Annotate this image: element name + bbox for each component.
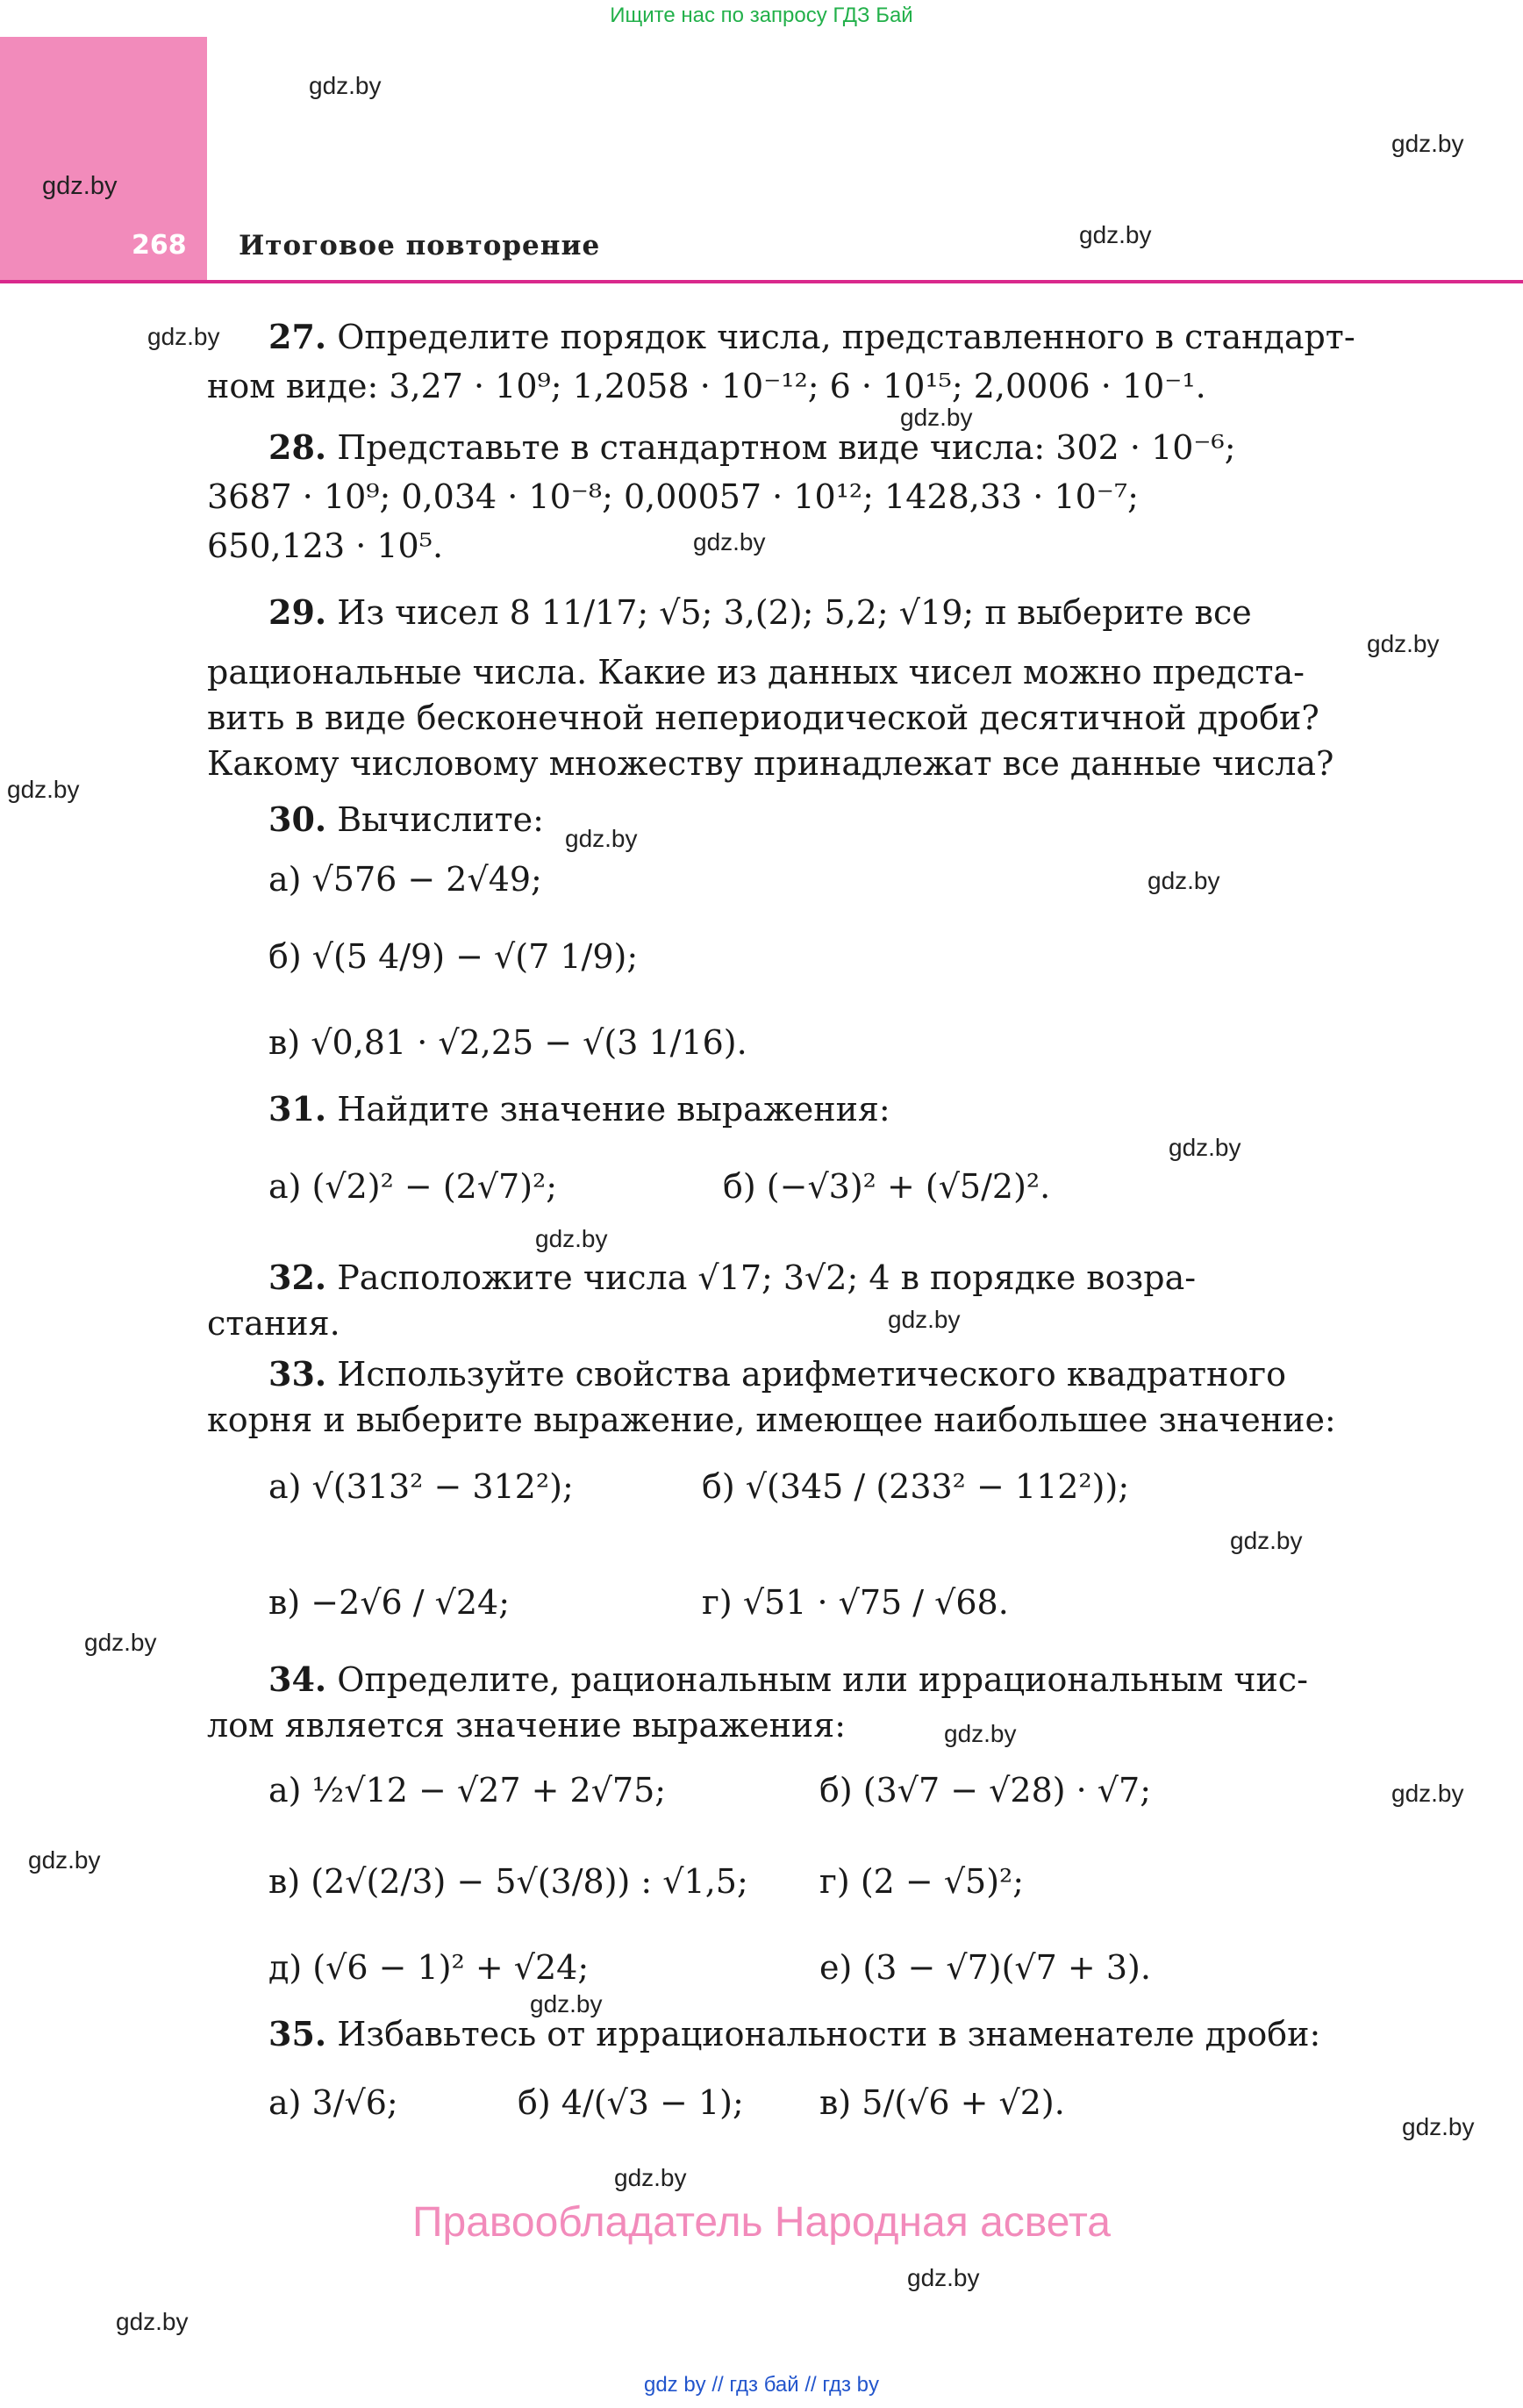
problem-number: 28. — [268, 427, 327, 467]
problem-30-a: а) √576 − 2√49; — [268, 860, 542, 899]
problem-number: 34. — [268, 1659, 327, 1699]
problem-34-line-2: лом является значение выражения: — [207, 1706, 847, 1745]
page-number: 268 — [132, 230, 187, 261]
problem-32-line-2: стания. — [207, 1304, 340, 1343]
problem-28-line-3: 650,123 · 10⁵. — [207, 527, 444, 565]
problem-33-d: г) √51 · √75 / √68. — [702, 1583, 1009, 1622]
watermark: gdz.by — [1079, 221, 1152, 248]
problem-30-b: б) √(5 4/9) − √(7 1/9); — [268, 937, 639, 976]
problem-30-title: 30. Вычислите: — [268, 799, 544, 839]
watermark: gdz.by — [1402, 2113, 1475, 2140]
problem-31-a: а) (√2)² − (2√7)²; — [268, 1167, 558, 1206]
problem-number: 31. — [268, 1089, 327, 1129]
watermark: gdz.by — [944, 1720, 1017, 1747]
problem-30-c: в) √0,81 · √2,25 − √(3 1/16). — [268, 1023, 747, 1062]
copyright-notice: Правообладатель Народная асвета — [412, 2199, 1111, 2246]
watermark: gdz.by — [1391, 130, 1464, 157]
problem-34-a: а) ½√12 − √27 + 2√75; — [268, 1771, 667, 1810]
watermark: gdz.by — [888, 1306, 961, 1333]
problem-29-line-3: вить в виде бесконечной непериодической десятичной дроби? — [207, 699, 1319, 737]
watermark: gdz.by — [42, 172, 118, 200]
problem-31-b: б) (−√3)² + (√5/2)². — [723, 1167, 1051, 1206]
problem-33-a: а) √(313² − 312²); — [268, 1467, 574, 1506]
problem-number: 29. — [268, 592, 327, 632]
problem-number: 32. — [268, 1258, 327, 1297]
problem-33-line-2: корня и выберите выражение, имеющее наибольшее значение: — [207, 1401, 1336, 1439]
watermark: gdz.by — [7, 776, 80, 803]
problem-34-line-1: 34. Определите, рациональным или иррациональным чис- — [268, 1659, 1308, 1699]
problem-29-line-1: 29. Из чисел 8 11/17; √5; 3,(2); 5,2; √19; π выберите все — [268, 592, 1252, 632]
problem-35-a: а) 3/√6; — [268, 2083, 398, 2122]
problem-34-c: в) (2√(2/3) − 5√(3/8)) : √1,5; — [268, 1862, 748, 1901]
watermark: gdz.by — [1391, 1780, 1464, 1807]
top-banner[interactable]: Ищите нас по запросу ГДЗ Бай — [610, 4, 913, 27]
problem-34-b: б) (3√7 − √28) · √7; — [819, 1771, 1151, 1810]
watermark: gdz.by — [116, 2308, 189, 2335]
problem-35-b: б) 4/(√3 − 1); — [518, 2083, 744, 2122]
watermark: gdz.by — [907, 2264, 980, 2291]
watermark: gdz.by — [530, 1990, 603, 2017]
problem-28-line-1: 28. Представьте в стандартном виде числа: 302 · 10⁻⁶; — [268, 427, 1236, 467]
bottom-links[interactable]: gdz by // гдз бай // гдз by — [643, 2373, 880, 2397]
watermark: gdz.by — [147, 323, 220, 350]
watermark: gdz.by — [565, 825, 638, 852]
watermark: gdz.by — [1367, 630, 1440, 657]
watermark: gdz.by — [535, 1225, 608, 1252]
header-rule — [0, 280, 1523, 283]
watermark: gdz.by — [693, 528, 766, 555]
problem-number: 33. — [268, 1354, 327, 1394]
watermark: gdz.by — [900, 404, 973, 431]
problem-29-line-2: рациональные числа. Какие из данных чисел можно предста- — [207, 653, 1305, 692]
watermark: gdz.by — [1169, 1134, 1241, 1161]
problem-32-line-1: 32. Расположите числа √17; 3√2; 4 в порядке возра- — [268, 1258, 1197, 1297]
watermark: gdz.by — [614, 2164, 687, 2191]
problem-28-line-2: 3687 · 10⁹; 0,034 · 10⁻⁸; 0,00057 · 10¹²; 1428,33 · 10⁻⁷; — [207, 477, 1139, 516]
problem-number: 30. — [268, 799, 327, 839]
watermark: gdz.by — [84, 1629, 157, 1656]
problem-number: 35. — [268, 2014, 327, 2053]
section-title: Итоговое повторение — [239, 230, 601, 262]
problem-31-title: 31. Найдите значение выражения: — [268, 1089, 890, 1129]
watermark: gdz.by — [1148, 867, 1220, 894]
problem-35-title: 35. Избавьтесь от иррациональности в знаменателе дроби: — [268, 2014, 1321, 2053]
problem-33-b: б) √(345 / (233² − 112²)); — [702, 1467, 1130, 1506]
problem-34-f: е) (3 − √7)(√7 + 3). — [819, 1948, 1151, 1987]
watermark: gdz.by — [309, 72, 382, 99]
problem-34-d: г) (2 − √5)²; — [819, 1862, 1025, 1901]
problem-33-line-1: 33. Используйте свойства арифметического квадратного — [268, 1354, 1287, 1394]
watermark: gdz.by — [1230, 1527, 1303, 1554]
watermark: gdz.by — [28, 1846, 101, 1874]
problem-27-line-1: 27. Определите порядок числа, представленного в стандарт- — [268, 317, 1355, 356]
problem-29-line-4: Какому числовому множеству принадлежат все данные числа? — [207, 744, 1334, 783]
problem-33-c: в) −2√6 / √24; — [268, 1583, 511, 1622]
problem-27-line-2: ном виде: 3,27 · 10⁹; 1,2058 · 10⁻¹²; 6 · 10¹⁵; 2,0006 · 10⁻¹. — [207, 367, 1206, 405]
problem-35-c: в) 5/(√6 + √2). — [819, 2083, 1065, 2122]
problem-34-e: д) (√6 − 1)² + √24; — [268, 1948, 590, 1987]
problem-number: 27. — [268, 317, 327, 356]
